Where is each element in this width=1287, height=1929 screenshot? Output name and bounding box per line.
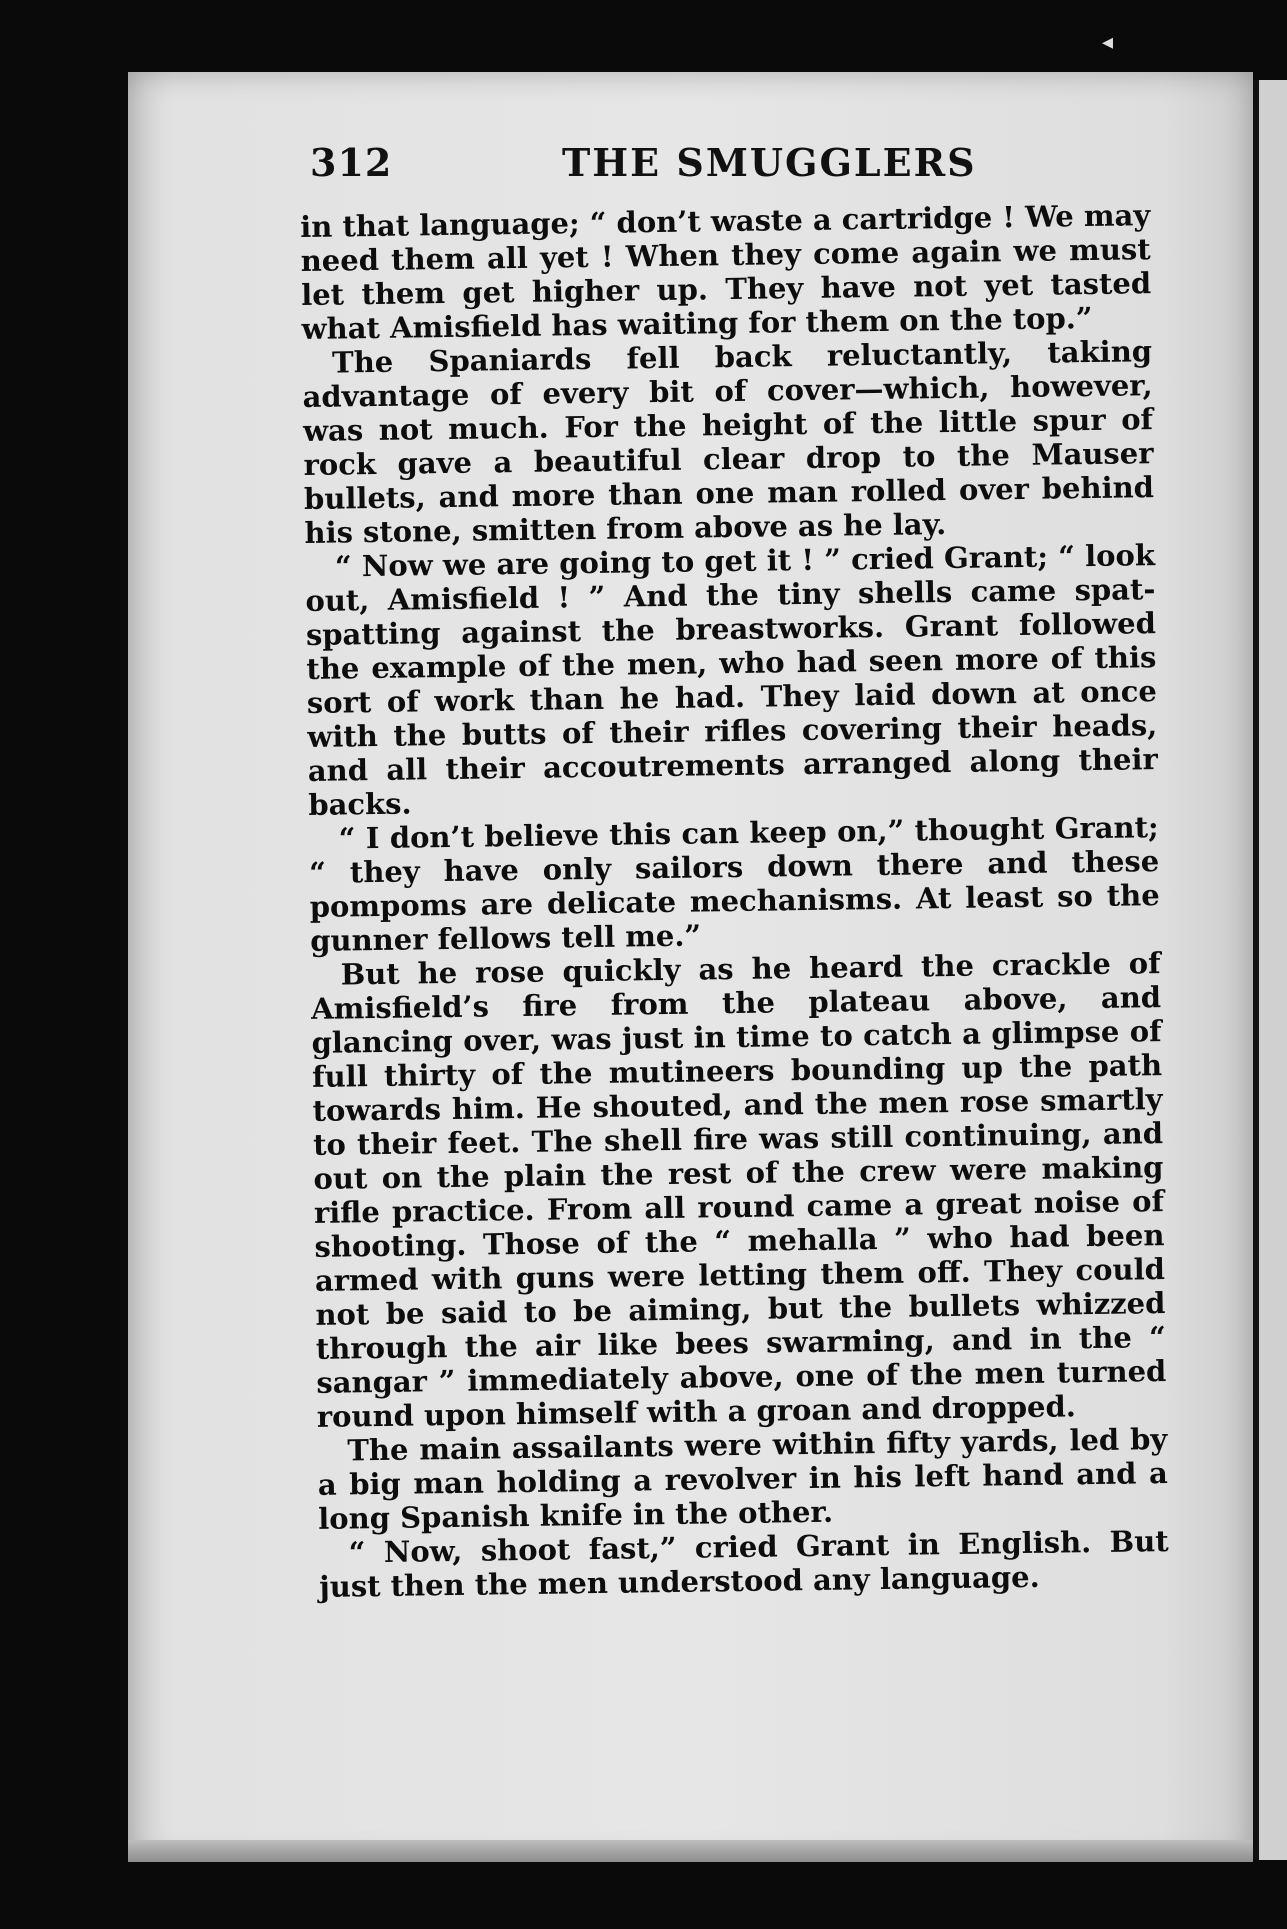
paragraph: The Spaniards fell back reluctantly, taking advantage of every bit of cover—which, however, was not much. For the height of the little spur of rock gave a beautiful clear drop to the Mauser bullets, and more than one man rolled over behind his stone, smitten from above as he lay. xyxy=(302,334,1155,550)
page-number: 312 xyxy=(310,140,393,185)
page-header xyxy=(310,140,1200,200)
adjacent-page-edge xyxy=(1253,80,1287,1860)
paragraph: But he rose quickly as he heard the crackle of Amisfield’s fire from the plateau above, and glancing over, was just in time to catch a glimpse of full thirty of the mutineers bounding up the path towards him. He shouted, and the men rose smartly to their feet. The shell fire was still continuing, and out on the plain the rest of the crew were making rifle practice. From all round came a great noise of shooting. Those of the “ mehalla ” who had been armed with guns were letting them off. They could not be said to be aiming, but the bullets whizzed through the air like bees swarming, and in the “ sangar ” immediately above, one of the men turned round upon himself with a groan and dropped. xyxy=(310,946,1167,1434)
body-text xyxy=(300,198,1169,1604)
paragraph: “ I don’t believe this can keep on,” thought Grant; “ they have only sailors down there and these pompoms are delicate mechanisms. At least so the gunner fellows tell me.” xyxy=(309,810,1160,958)
paragraph: The main assailants were within fifty yards, led by a big man holding a revolver in his left hand and a long Spanish knife in the other. xyxy=(317,1422,1168,1536)
paragraph: “ Now, shoot fast,” cried Grant in English. But just then the men understood any language. xyxy=(318,1524,1169,1604)
scan-speck-mark: ◂ xyxy=(1102,30,1114,55)
page-bottom-edge xyxy=(128,1840,1253,1862)
running-head-title: THE SMUGGLERS xyxy=(562,140,977,185)
paragraph: in that language; “ don’t waste a cartridge ! We may need them all yet ! When they come again we must let them get higher up. They have not yet tasted what Amisfield has waiting for them on the top.” xyxy=(300,198,1152,346)
paragraph: “ Now we are going to get it ! ” cried Grant; “ look out, Amisfield ! ” And the tiny shells came spat-spatting against the breastworks. Grant followed the example of the men, who had seen more of this sort of work than he had. They laid down at once with the butts of their rifles covering their heads, and all their accoutrements arranged along their backs. xyxy=(305,538,1158,822)
